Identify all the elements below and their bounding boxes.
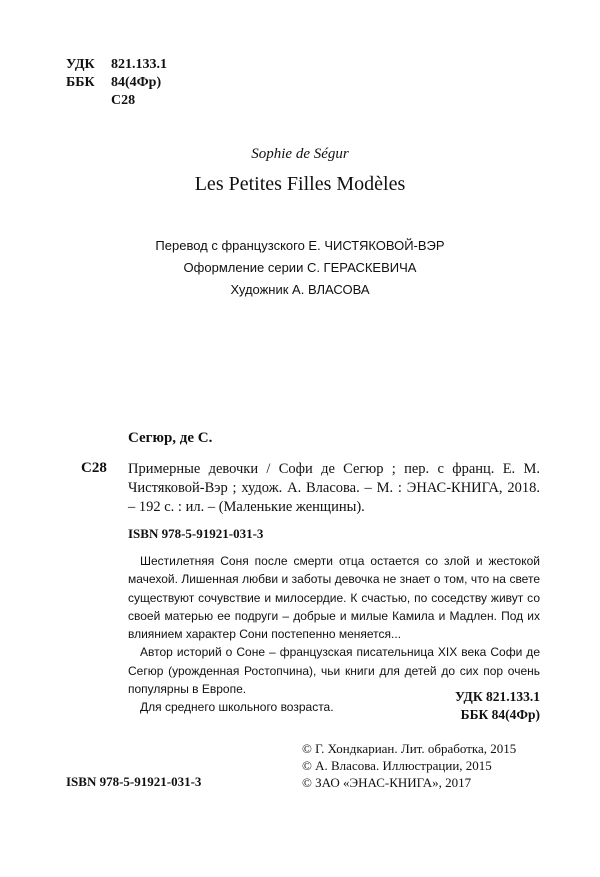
udk-label: УДК [66, 57, 95, 72]
bottom-udk: УДК 821.133.1 [455, 689, 540, 704]
credits-block [0, 235, 600, 301]
bottom-classification [455, 688, 540, 724]
series-design-credit: Оформление серии С. ГЕРАСКЕВИЧА [183, 260, 417, 275]
catalog-description: Примерные девочки / Софи де Сегюр ; пер. с франц. Е. М. Чистяковой-Вэр ; худож. А. Власова. – М. : ЭНАС-КНИГА, 2018. – 192 с. : ил. – (Маленькие женщины). [128, 461, 540, 515]
author-mark: С28 [111, 93, 136, 108]
catalog-author-heading: Сегюр, де С. [128, 430, 213, 446]
catalog-isbn: ISBN 978-5-91921-031-3 [128, 526, 264, 541]
original-title: Les Petites Filles Modèles [194, 173, 406, 195]
original-author: Sophie de Ségur [251, 146, 349, 162]
bbk-value: 84(4Фр) [111, 75, 162, 90]
annotation-paragraph: Шестилетняя Соня после смерти отца остается со злой и жестокой мачехой. Лишенная любви и заботы девочка не знает о том, что на свете существуют сочувствие и милосердие. К счастью, по соседству живут со своей матерью ее подруги – добрые и милые Камила и Мадлен. Под их влиянием характер Сони постепенно меняется... [128, 554, 540, 642]
bbk-label: ББК [66, 75, 95, 90]
bottom-bbk: ББК 84(4Фр) [460, 707, 540, 722]
bbk-row [66, 74, 167, 92]
author-mark-row [66, 92, 167, 110]
bottom-isbn: ISBN 978-5-91921-031-3 [66, 774, 202, 789]
illustrator-credit: Художник А. ВЛАСОВА [230, 282, 370, 297]
copyright-block [302, 740, 516, 791]
classification-block [66, 56, 167, 110]
udk-value: 821.133.1 [111, 57, 167, 72]
translation-credit: Перевод с французского Е. ЧИСТЯКОВОЙ-ВЭР [155, 238, 445, 253]
copyright-line: © Г. Хондкариан. Лит. обработка, 2015 [302, 741, 517, 756]
copyright-line: © А. Власова. Иллюстрации, 2015 [302, 758, 492, 773]
copyright-line: © ЗАО «ЭНАС-КНИГА», 2017 [302, 775, 472, 790]
catalog-code: С28 [81, 460, 107, 476]
annotation-paragraph: Автор историй о Соне – французская писательница XIX века Софи де Сегюр (урожденная Ростопчина), чьи книги для детей до сих пор очень популярны в Европе. [128, 645, 540, 697]
annotation-paragraph: Для среднего школьного возраста. [140, 700, 334, 715]
udk-row [66, 56, 167, 74]
